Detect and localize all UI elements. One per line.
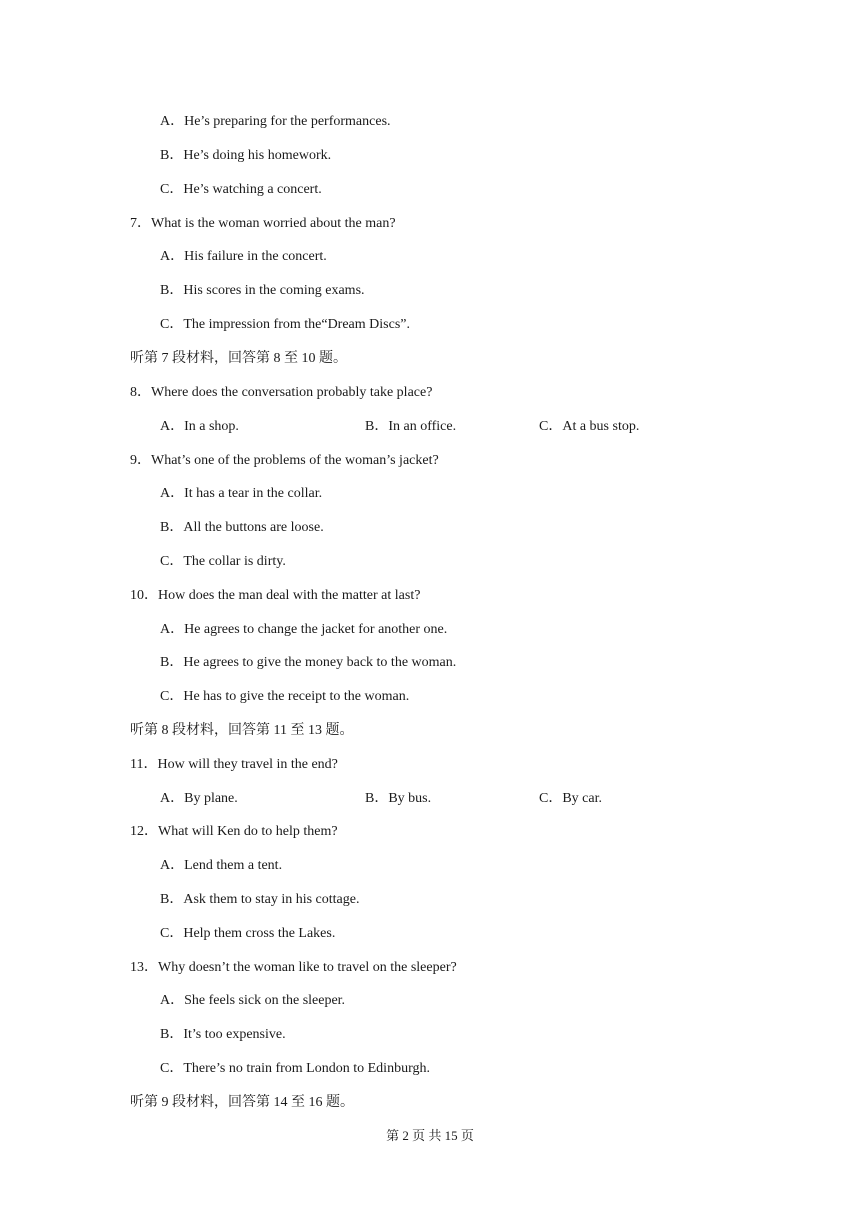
q11-option-c: C．By car. [539, 791, 602, 806]
q13-option-c: C．There’s no train from London to Edinburgh. [160, 1061, 430, 1076]
section-9-instruction: 听第 9 段材料，回答第 14 至 16 题。 [130, 1095, 354, 1110]
q10-option-c: C．He has to give the receipt to the woman. [160, 689, 410, 704]
q9-option-b: B．All the buttons are loose. [160, 520, 324, 535]
section-7-instruction: 听第 7 段材料，回答第 8 至 10 题。 [130, 351, 347, 366]
q10-stem: 10．How does the man deal with the matter at last? [130, 588, 421, 603]
q8-option-c: C．At a bus stop. [539, 419, 640, 434]
q13-stem: 13．Why doesn’t the woman like to travel on the sleeper? [130, 960, 457, 975]
q13-option-b: B．It’s too expensive. [160, 1027, 286, 1042]
q12-option-c: C．Help them cross the Lakes. [160, 926, 336, 941]
q6-option-a: A．He’s preparing for the performances. [160, 114, 391, 129]
q7-stem: 7．What is the woman worried about the man? [130, 216, 396, 231]
q13-option-a: A．She feels sick on the sleeper. [160, 993, 346, 1008]
q7-option-b: B．His scores in the coming exams. [160, 283, 365, 298]
q9-option-a: A．It has a tear in the collar. [160, 486, 323, 501]
q6-option-c: C．He’s watching a concert. [160, 182, 322, 197]
page-footer: 第 2 页 共 15 页 [386, 1128, 474, 1143]
q9-stem: 9．What’s one of the problems of the woman’s jacket? [130, 453, 439, 468]
q8-option-b: B．In an office. [365, 419, 457, 434]
q11-option-a: A．By plane. [160, 791, 238, 806]
q7-option-c: C．The impression from the“Dream Discs”. [160, 317, 410, 332]
q7-option-a: A．His failure in the concert. [160, 249, 327, 264]
q10-option-b: B．He agrees to give the money back to the woman. [160, 655, 457, 670]
q11-option-b: B．By bus. [365, 791, 432, 806]
q10-option-a: A．He agrees to change the jacket for another one. [160, 622, 448, 637]
q6-option-b: B．He’s doing his homework. [160, 148, 332, 163]
section-8-instruction: 听第 8 段材料，回答第 11 至 13 题。 [130, 723, 354, 738]
q12-option-a: A．Lend them a tent. [160, 858, 283, 873]
q12-stem: 12．What will Ken do to help them? [130, 824, 338, 839]
q8-option-a: A．In a shop. [160, 419, 239, 434]
q12-option-b: B．Ask them to stay in his cottage. [160, 892, 360, 907]
q8-stem: 8．Where does the conversation probably take place? [130, 385, 433, 400]
q11-stem: 11．How will they travel in the end? [130, 757, 338, 772]
q9-option-c: C．The collar is dirty. [160, 554, 286, 569]
